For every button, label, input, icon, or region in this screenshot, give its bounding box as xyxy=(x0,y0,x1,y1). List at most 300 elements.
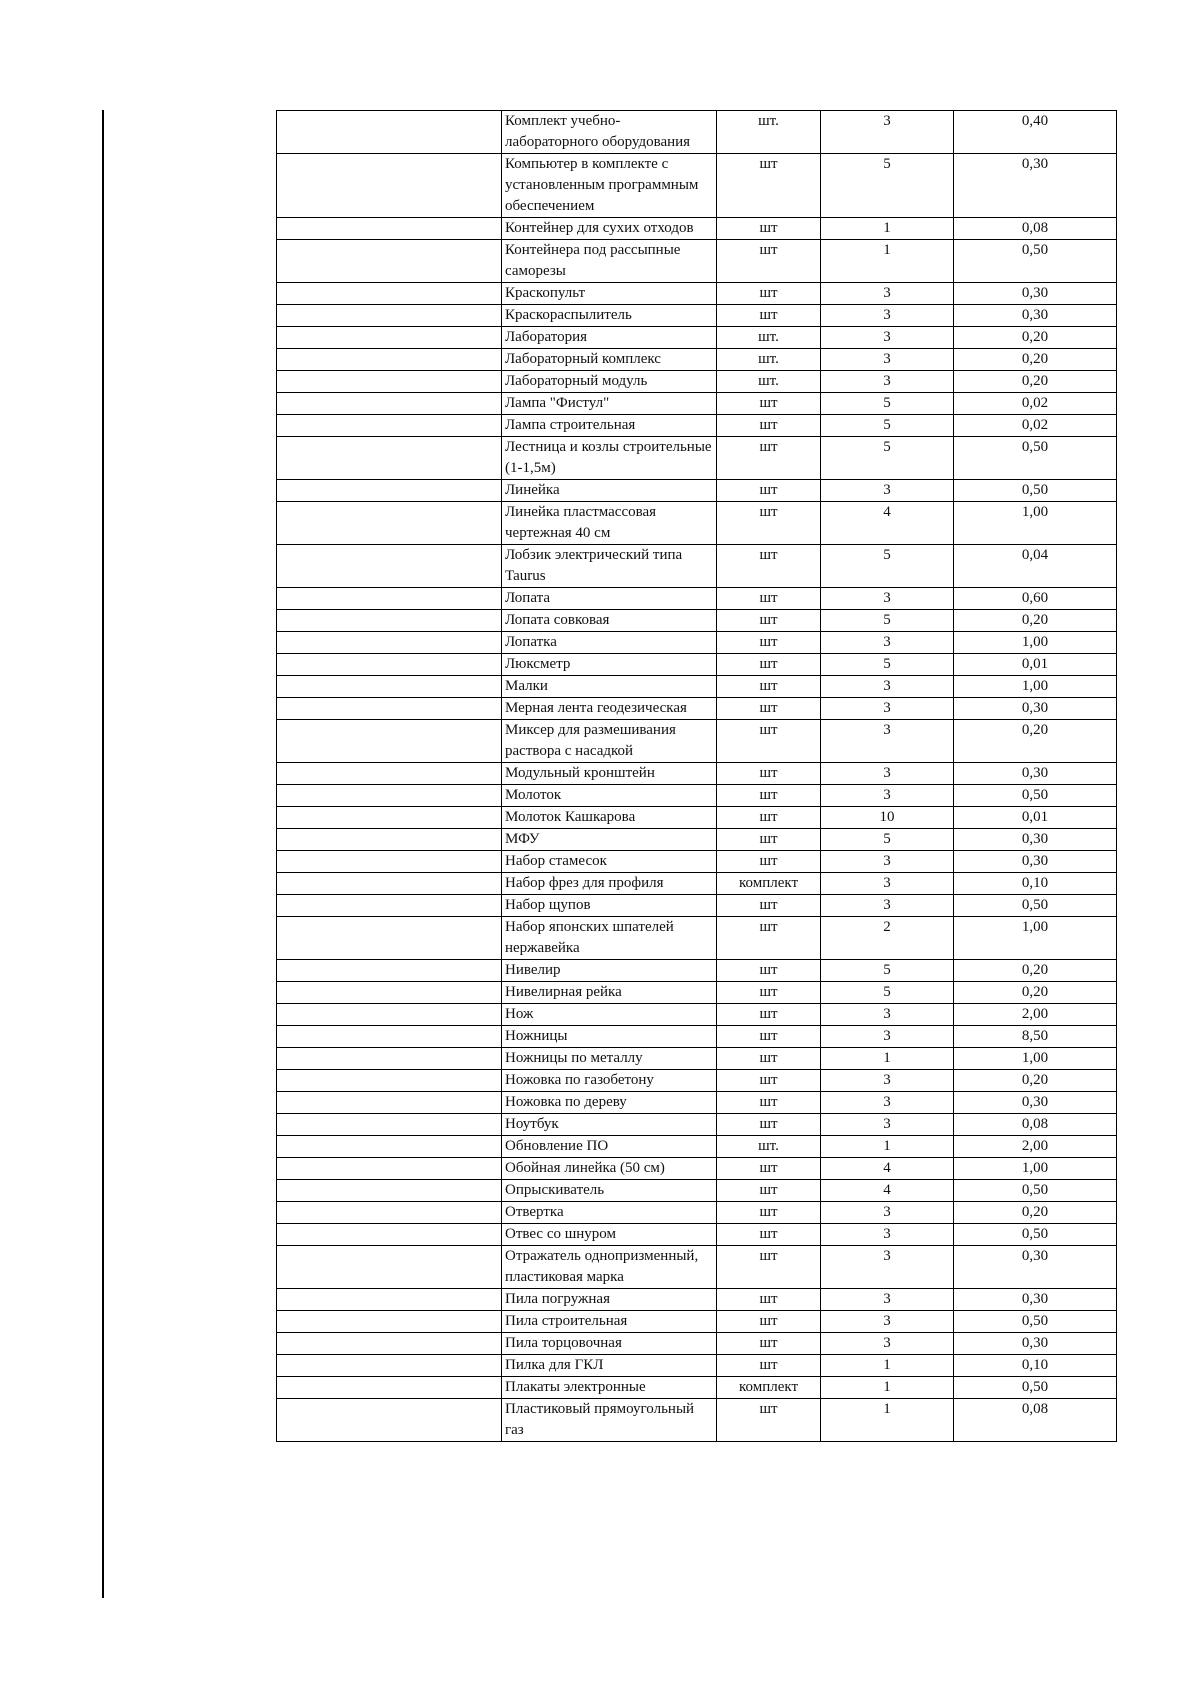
item-name-cell: Мерная лента геодезическая xyxy=(502,698,717,720)
unit-cell: шт xyxy=(717,960,821,982)
value-cell: 0,01 xyxy=(954,807,1117,829)
quantity-cell: 3 xyxy=(821,305,954,327)
item-name-cell: Набор японских шпателей нержавейка xyxy=(502,917,717,960)
value-cell: 1,00 xyxy=(954,502,1117,545)
row-blank-cell xyxy=(277,437,502,480)
unit-cell: шт xyxy=(717,1399,821,1442)
value-cell: 0,20 xyxy=(954,1070,1117,1092)
table-row xyxy=(277,111,1117,154)
row-blank-cell xyxy=(277,654,502,676)
table-row xyxy=(277,1377,1117,1399)
table-row xyxy=(277,1355,1117,1377)
table-row xyxy=(277,1224,1117,1246)
item-name-cell: Ножницы xyxy=(502,1026,717,1048)
unit-cell: шт xyxy=(717,1246,821,1289)
quantity-cell: 5 xyxy=(821,415,954,437)
value-cell: 0,50 xyxy=(954,437,1117,480)
table-row xyxy=(277,349,1117,371)
table-row xyxy=(277,1202,1117,1224)
row-blank-cell xyxy=(277,1048,502,1070)
table-row xyxy=(277,437,1117,480)
unit-cell: шт xyxy=(717,982,821,1004)
table-row xyxy=(277,895,1117,917)
value-cell: 0,20 xyxy=(954,982,1117,1004)
row-blank-cell xyxy=(277,698,502,720)
value-cell: 0,08 xyxy=(954,1114,1117,1136)
unit-cell: шт xyxy=(717,807,821,829)
row-blank-cell xyxy=(277,1246,502,1289)
value-cell: 0,20 xyxy=(954,371,1117,393)
quantity-cell: 3 xyxy=(821,1202,954,1224)
quantity-cell: 3 xyxy=(821,349,954,371)
row-blank-cell xyxy=(277,393,502,415)
value-cell: 0,50 xyxy=(954,895,1117,917)
table-row xyxy=(277,829,1117,851)
unit-cell: шт. xyxy=(717,111,821,154)
table-row xyxy=(277,240,1117,283)
value-cell: 1,00 xyxy=(954,917,1117,960)
value-cell: 0,30 xyxy=(954,1289,1117,1311)
item-name-cell: Комплект учебно-лабораторного оборудования xyxy=(502,111,717,154)
row-blank-cell xyxy=(277,1158,502,1180)
unit-cell: шт xyxy=(717,632,821,654)
table-row xyxy=(277,654,1117,676)
item-name-cell: Пила торцовочная xyxy=(502,1333,717,1355)
row-blank-cell xyxy=(277,873,502,895)
unit-cell: шт xyxy=(717,1180,821,1202)
item-name-cell: Пилка для ГКЛ xyxy=(502,1355,717,1377)
quantity-cell: 5 xyxy=(821,654,954,676)
row-blank-cell xyxy=(277,588,502,610)
table-row xyxy=(277,1246,1117,1289)
item-name-cell: Лопатка xyxy=(502,632,717,654)
quantity-cell: 4 xyxy=(821,502,954,545)
row-blank-cell xyxy=(277,1311,502,1333)
quantity-cell: 3 xyxy=(821,1026,954,1048)
item-name-cell: Лопата совковая xyxy=(502,610,717,632)
item-name-cell: Отвертка xyxy=(502,1202,717,1224)
quantity-cell: 5 xyxy=(821,982,954,1004)
value-cell: 0,20 xyxy=(954,327,1117,349)
row-blank-cell xyxy=(277,545,502,588)
quantity-cell: 3 xyxy=(821,1289,954,1311)
unit-cell: шт xyxy=(717,545,821,588)
table-row xyxy=(277,480,1117,502)
row-blank-cell xyxy=(277,371,502,393)
value-cell: 0,30 xyxy=(954,698,1117,720)
unit-cell: шт xyxy=(717,698,821,720)
unit-cell: шт xyxy=(717,676,821,698)
row-blank-cell xyxy=(277,1355,502,1377)
value-cell: 2,00 xyxy=(954,1004,1117,1026)
table-row xyxy=(277,610,1117,632)
item-name-cell: Лабораторный комплекс xyxy=(502,349,717,371)
unit-cell: шт xyxy=(717,480,821,502)
unit-cell: шт xyxy=(717,1202,821,1224)
row-blank-cell xyxy=(277,1399,502,1442)
value-cell: 0,20 xyxy=(954,1202,1117,1224)
row-blank-cell xyxy=(277,305,502,327)
quantity-cell: 1 xyxy=(821,1355,954,1377)
quantity-cell: 5 xyxy=(821,960,954,982)
quantity-cell: 3 xyxy=(821,480,954,502)
item-name-cell: Краскопульт xyxy=(502,283,717,305)
equipment-table-body xyxy=(277,111,1117,1442)
table-row xyxy=(277,502,1117,545)
unit-cell: шт xyxy=(717,1048,821,1070)
value-cell: 1,00 xyxy=(954,1048,1117,1070)
row-blank-cell xyxy=(277,720,502,763)
table-row xyxy=(277,393,1117,415)
quantity-cell: 3 xyxy=(821,763,954,785)
item-name-cell: Плакаты электронные xyxy=(502,1377,717,1399)
row-blank-cell xyxy=(277,895,502,917)
quantity-cell: 3 xyxy=(821,1224,954,1246)
quantity-cell: 1 xyxy=(821,1048,954,1070)
quantity-cell: 1 xyxy=(821,1377,954,1399)
quantity-cell: 5 xyxy=(821,437,954,480)
table-row xyxy=(277,917,1117,960)
item-name-cell: Миксер для размешивания раствора с насадкой xyxy=(502,720,717,763)
table-row xyxy=(277,851,1117,873)
unit-cell: шт xyxy=(717,1355,821,1377)
value-cell: 0,10 xyxy=(954,1355,1117,1377)
row-blank-cell xyxy=(277,982,502,1004)
item-name-cell: Ножовка по газобетону xyxy=(502,1070,717,1092)
unit-cell: шт xyxy=(717,829,821,851)
value-cell: 0,30 xyxy=(954,1333,1117,1355)
unit-cell: шт xyxy=(717,1114,821,1136)
row-blank-cell xyxy=(277,632,502,654)
item-name-cell: Пила погружная xyxy=(502,1289,717,1311)
table-row xyxy=(277,371,1117,393)
quantity-cell: 3 xyxy=(821,588,954,610)
item-name-cell: Контейнера под рассыпные саморезы xyxy=(502,240,717,283)
quantity-cell: 3 xyxy=(821,371,954,393)
item-name-cell: Лаборатория xyxy=(502,327,717,349)
table-row xyxy=(277,676,1117,698)
value-cell: 0,50 xyxy=(954,240,1117,283)
quantity-cell: 1 xyxy=(821,240,954,283)
item-name-cell: Опрыскиватель xyxy=(502,1180,717,1202)
quantity-cell: 10 xyxy=(821,807,954,829)
value-cell: 0,20 xyxy=(954,349,1117,371)
row-blank-cell xyxy=(277,1026,502,1048)
quantity-cell: 5 xyxy=(821,829,954,851)
value-cell: 0,50 xyxy=(954,1224,1117,1246)
item-name-cell: Ножовка по дереву xyxy=(502,1092,717,1114)
item-name-cell: Лобзик электрический типа Taurus xyxy=(502,545,717,588)
quantity-cell: 3 xyxy=(821,698,954,720)
row-blank-cell xyxy=(277,349,502,371)
value-cell: 1,00 xyxy=(954,676,1117,698)
row-blank-cell xyxy=(277,111,502,154)
quantity-cell: 3 xyxy=(821,851,954,873)
row-blank-cell xyxy=(277,480,502,502)
item-name-cell: Нивелир xyxy=(502,960,717,982)
value-cell: 0,08 xyxy=(954,1399,1117,1442)
unit-cell: шт xyxy=(717,393,821,415)
quantity-cell: 4 xyxy=(821,1180,954,1202)
row-blank-cell xyxy=(277,415,502,437)
value-cell: 0,50 xyxy=(954,480,1117,502)
unit-cell: комплект xyxy=(717,1377,821,1399)
unit-cell: шт xyxy=(717,588,821,610)
quantity-cell: 1 xyxy=(821,218,954,240)
value-cell: 0,20 xyxy=(954,610,1117,632)
unit-cell: шт xyxy=(717,154,821,218)
item-name-cell: Лестница и козлы строительные (1-1,5м) xyxy=(502,437,717,480)
unit-cell: шт xyxy=(717,1004,821,1026)
table-row xyxy=(277,1070,1117,1092)
row-blank-cell xyxy=(277,785,502,807)
item-name-cell: Ножницы по металлу xyxy=(502,1048,717,1070)
item-name-cell: Модульный кронштейн xyxy=(502,763,717,785)
value-cell: 0,20 xyxy=(954,960,1117,982)
quantity-cell: 1 xyxy=(821,1399,954,1442)
item-name-cell: Контейнер для сухих отходов xyxy=(502,218,717,240)
value-cell: 0,50 xyxy=(954,1311,1117,1333)
unit-cell: шт xyxy=(717,610,821,632)
table-row xyxy=(277,720,1117,763)
value-cell: 0,50 xyxy=(954,785,1117,807)
quantity-cell: 3 xyxy=(821,895,954,917)
unit-cell: шт xyxy=(717,654,821,676)
row-blank-cell xyxy=(277,1333,502,1355)
value-cell: 0,30 xyxy=(954,1092,1117,1114)
unit-cell: шт xyxy=(717,1092,821,1114)
quantity-cell: 1 xyxy=(821,1136,954,1158)
row-blank-cell xyxy=(277,1180,502,1202)
table-row xyxy=(277,1136,1117,1158)
value-cell: 0,01 xyxy=(954,654,1117,676)
table-row xyxy=(277,588,1117,610)
item-name-cell: Обновление ПО xyxy=(502,1136,717,1158)
item-name-cell: Пластиковый прямоугольный газ xyxy=(502,1399,717,1442)
value-cell: 0,04 xyxy=(954,545,1117,588)
unit-cell: шт xyxy=(717,1333,821,1355)
unit-cell: шт xyxy=(717,502,821,545)
table-row xyxy=(277,960,1117,982)
table-row xyxy=(277,1004,1117,1026)
item-name-cell: Лампа строительная xyxy=(502,415,717,437)
quantity-cell: 3 xyxy=(821,283,954,305)
item-name-cell: Пила строительная xyxy=(502,1311,717,1333)
item-name-cell: Ноутбук xyxy=(502,1114,717,1136)
value-cell: 0,50 xyxy=(954,1180,1117,1202)
quantity-cell: 2 xyxy=(821,917,954,960)
unit-cell: шт xyxy=(717,1026,821,1048)
item-name-cell: Компьютер в комплекте с установленным программным обеспечением xyxy=(502,154,717,218)
item-name-cell: Нож xyxy=(502,1004,717,1026)
value-cell: 0,30 xyxy=(954,851,1117,873)
quantity-cell: 3 xyxy=(821,785,954,807)
table-row xyxy=(277,1333,1117,1355)
row-blank-cell xyxy=(277,676,502,698)
table-row xyxy=(277,632,1117,654)
unit-cell: шт xyxy=(717,240,821,283)
unit-cell: шт xyxy=(717,218,821,240)
table-row xyxy=(277,763,1117,785)
item-name-cell: Отражатель однопризменный, пластиковая марка xyxy=(502,1246,717,1289)
item-name-cell: Набор фрез для профиля xyxy=(502,873,717,895)
unit-cell: шт xyxy=(717,851,821,873)
quantity-cell: 3 xyxy=(821,111,954,154)
quantity-cell: 3 xyxy=(821,1114,954,1136)
value-cell: 0,08 xyxy=(954,218,1117,240)
table-row xyxy=(277,785,1117,807)
item-name-cell: Краскораспылитель xyxy=(502,305,717,327)
value-cell: 0,02 xyxy=(954,415,1117,437)
quantity-cell: 5 xyxy=(821,610,954,632)
table-row xyxy=(277,1026,1117,1048)
row-blank-cell xyxy=(277,1004,502,1026)
table-row xyxy=(277,218,1117,240)
unit-cell: комплект xyxy=(717,873,821,895)
value-cell: 0,30 xyxy=(954,763,1117,785)
table-row xyxy=(277,415,1117,437)
value-cell: 0,30 xyxy=(954,305,1117,327)
value-cell: 0,30 xyxy=(954,283,1117,305)
quantity-cell: 3 xyxy=(821,632,954,654)
value-cell: 8,50 xyxy=(954,1026,1117,1048)
row-blank-cell xyxy=(277,1377,502,1399)
row-blank-cell xyxy=(277,1114,502,1136)
item-name-cell: Набор щупов xyxy=(502,895,717,917)
unit-cell: шт xyxy=(717,895,821,917)
left-margin-rule xyxy=(102,110,104,1598)
row-blank-cell xyxy=(277,610,502,632)
value-cell: 0,40 xyxy=(954,111,1117,154)
row-blank-cell xyxy=(277,154,502,218)
unit-cell: шт xyxy=(717,1158,821,1180)
table-row xyxy=(277,1092,1117,1114)
item-name-cell: Лабораторный модуль xyxy=(502,371,717,393)
quantity-cell: 3 xyxy=(821,1004,954,1026)
unit-cell: шт xyxy=(717,785,821,807)
equipment-table xyxy=(276,110,1117,1442)
table-row xyxy=(277,327,1117,349)
quantity-cell: 3 xyxy=(821,1246,954,1289)
item-name-cell: Набор стамесок xyxy=(502,851,717,873)
row-blank-cell xyxy=(277,502,502,545)
item-name-cell: МФУ xyxy=(502,829,717,851)
quantity-cell: 3 xyxy=(821,720,954,763)
table-row xyxy=(277,154,1117,218)
value-cell: 0,20 xyxy=(954,720,1117,763)
row-blank-cell xyxy=(277,807,502,829)
table-row xyxy=(277,305,1117,327)
quantity-cell: 3 xyxy=(821,676,954,698)
item-name-cell: Молоток xyxy=(502,785,717,807)
row-blank-cell xyxy=(277,1136,502,1158)
quantity-cell: 3 xyxy=(821,1333,954,1355)
table-row xyxy=(277,698,1117,720)
quantity-cell: 5 xyxy=(821,154,954,218)
row-blank-cell xyxy=(277,283,502,305)
table-row xyxy=(277,982,1117,1004)
row-blank-cell xyxy=(277,1224,502,1246)
item-name-cell: Нивелирная рейка xyxy=(502,982,717,1004)
table-row xyxy=(277,1114,1117,1136)
row-blank-cell xyxy=(277,218,502,240)
item-name-cell: Молоток Кашкарова xyxy=(502,807,717,829)
value-cell: 0,30 xyxy=(954,829,1117,851)
unit-cell: шт xyxy=(717,437,821,480)
row-blank-cell xyxy=(277,960,502,982)
unit-cell: шт xyxy=(717,917,821,960)
table-row xyxy=(277,545,1117,588)
value-cell: 1,00 xyxy=(954,632,1117,654)
value-cell: 2,00 xyxy=(954,1136,1117,1158)
item-name-cell: Линейка xyxy=(502,480,717,502)
unit-cell: шт xyxy=(717,415,821,437)
table-row xyxy=(277,1399,1117,1442)
unit-cell: шт. xyxy=(717,327,821,349)
value-cell: 0,50 xyxy=(954,1377,1117,1399)
row-blank-cell xyxy=(277,917,502,960)
table-row xyxy=(277,1289,1117,1311)
item-name-cell: Обойная линейка (50 см) xyxy=(502,1158,717,1180)
table-row xyxy=(277,873,1117,895)
unit-cell: шт xyxy=(717,1311,821,1333)
item-name-cell: Лампа "Фистул" xyxy=(502,393,717,415)
table-row xyxy=(277,1311,1117,1333)
row-blank-cell xyxy=(277,1289,502,1311)
unit-cell: шт xyxy=(717,1070,821,1092)
value-cell: 0,30 xyxy=(954,1246,1117,1289)
unit-cell: шт. xyxy=(717,1136,821,1158)
unit-cell: шт xyxy=(717,720,821,763)
row-blank-cell xyxy=(277,240,502,283)
quantity-cell: 3 xyxy=(821,1092,954,1114)
row-blank-cell xyxy=(277,851,502,873)
item-name-cell: Линейка пластмассовая чертежная 40 см xyxy=(502,502,717,545)
quantity-cell: 5 xyxy=(821,545,954,588)
row-blank-cell xyxy=(277,1092,502,1114)
quantity-cell: 3 xyxy=(821,1311,954,1333)
row-blank-cell xyxy=(277,327,502,349)
unit-cell: шт xyxy=(717,305,821,327)
table-row xyxy=(277,283,1117,305)
unit-cell: шт xyxy=(717,1289,821,1311)
quantity-cell: 3 xyxy=(821,327,954,349)
unit-cell: шт. xyxy=(717,349,821,371)
item-name-cell: Отвес со шнуром xyxy=(502,1224,717,1246)
row-blank-cell xyxy=(277,1202,502,1224)
unit-cell: шт xyxy=(717,1224,821,1246)
row-blank-cell xyxy=(277,829,502,851)
item-name-cell: Малки xyxy=(502,676,717,698)
value-cell: 0,10 xyxy=(954,873,1117,895)
row-blank-cell xyxy=(277,763,502,785)
item-name-cell: Лопата xyxy=(502,588,717,610)
quantity-cell: 5 xyxy=(821,393,954,415)
quantity-cell: 3 xyxy=(821,873,954,895)
quantity-cell: 3 xyxy=(821,1070,954,1092)
table-row xyxy=(277,807,1117,829)
unit-cell: шт. xyxy=(717,371,821,393)
table-row xyxy=(277,1158,1117,1180)
row-blank-cell xyxy=(277,1070,502,1092)
unit-cell: шт xyxy=(717,763,821,785)
table-row xyxy=(277,1048,1117,1070)
value-cell: 0,30 xyxy=(954,154,1117,218)
unit-cell: шт xyxy=(717,283,821,305)
value-cell: 0,02 xyxy=(954,393,1117,415)
item-name-cell: Люксметр xyxy=(502,654,717,676)
value-cell: 1,00 xyxy=(954,1158,1117,1180)
